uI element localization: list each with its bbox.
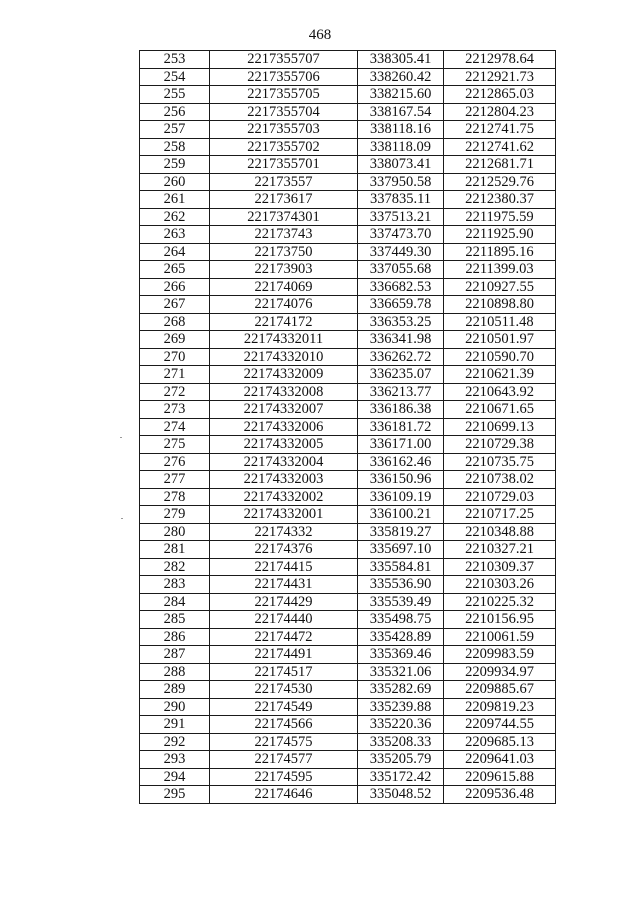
table-row	[140, 173, 556, 191]
row-number-cell: 289	[140, 681, 210, 699]
row-number-cell: 257	[140, 121, 210, 139]
point-id-cell: 22174646	[210, 786, 358, 804]
table-row	[140, 453, 556, 471]
table-row	[140, 226, 556, 244]
table-row	[140, 436, 556, 454]
scan-mark	[120, 437, 122, 438]
y-coordinate-cell: 2210699.13	[444, 418, 556, 436]
row-number-cell: 281	[140, 541, 210, 559]
y-coordinate-cell: 2210927.55	[444, 278, 556, 296]
table-row	[140, 541, 556, 559]
table-row	[140, 418, 556, 436]
y-coordinate-cell: 2210309.37	[444, 558, 556, 576]
row-number-cell: 293	[140, 751, 210, 769]
point-id-cell: 2217355704	[210, 103, 358, 121]
y-coordinate-cell: 2211399.03	[444, 261, 556, 279]
y-coordinate-cell: 2211925.90	[444, 226, 556, 244]
x-coordinate-cell: 337055.68	[358, 261, 444, 279]
row-number-cell: 256	[140, 103, 210, 121]
point-id-cell: 22174332003	[210, 471, 358, 489]
table-row	[140, 68, 556, 86]
point-id-cell: 22174431	[210, 576, 358, 594]
y-coordinate-cell: 2211895.16	[444, 243, 556, 261]
x-coordinate-cell: 336171.00	[358, 436, 444, 454]
table-row	[140, 593, 556, 611]
y-coordinate-cell: 2209934.97	[444, 663, 556, 681]
x-coordinate-cell: 335536.90	[358, 576, 444, 594]
table-row	[140, 506, 556, 524]
point-id-cell: 22174440	[210, 611, 358, 629]
x-coordinate-cell: 338118.09	[358, 138, 444, 156]
table-row	[140, 786, 556, 804]
row-number-cell: 253	[140, 51, 210, 69]
x-coordinate-cell: 336186.38	[358, 401, 444, 419]
x-coordinate-cell: 337513.21	[358, 208, 444, 226]
x-coordinate-cell: 337835.11	[358, 191, 444, 209]
x-coordinate-cell: 335584.81	[358, 558, 444, 576]
y-coordinate-cell: 2212529.76	[444, 173, 556, 191]
point-id-cell: 22174491	[210, 646, 358, 664]
table-row	[140, 86, 556, 104]
point-id-cell: 22174332007	[210, 401, 358, 419]
row-number-cell: 277	[140, 471, 210, 489]
table-row	[140, 558, 556, 576]
table-row	[140, 313, 556, 331]
x-coordinate-cell: 335369.46	[358, 646, 444, 664]
x-coordinate-cell: 336235.07	[358, 366, 444, 384]
point-id-cell: 22173750	[210, 243, 358, 261]
y-coordinate-cell: 2212921.73	[444, 68, 556, 86]
x-coordinate-cell: 338167.54	[358, 103, 444, 121]
row-number-cell: 291	[140, 716, 210, 734]
row-number-cell: 261	[140, 191, 210, 209]
row-number-cell: 295	[140, 786, 210, 804]
row-number-cell: 273	[140, 401, 210, 419]
point-id-cell: 22174332010	[210, 348, 358, 366]
row-number-cell: 292	[140, 733, 210, 751]
table-row	[140, 121, 556, 139]
point-id-cell: 2217355706	[210, 68, 358, 86]
row-number-cell: 294	[140, 768, 210, 786]
table-row	[140, 646, 556, 664]
y-coordinate-cell: 2212804.23	[444, 103, 556, 121]
table-row	[140, 331, 556, 349]
x-coordinate-cell: 336213.77	[358, 383, 444, 401]
y-coordinate-cell: 2209685.13	[444, 733, 556, 751]
x-coordinate-cell: 338215.60	[358, 86, 444, 104]
y-coordinate-cell: 2212681.71	[444, 156, 556, 174]
point-id-cell: 22174332008	[210, 383, 358, 401]
point-id-cell: 22174530	[210, 681, 358, 699]
point-id-cell: 22173557	[210, 173, 358, 191]
page-number: 468	[308, 27, 332, 43]
point-id-cell: 22173903	[210, 261, 358, 279]
x-coordinate-cell: 335205.79	[358, 751, 444, 769]
table-row	[140, 488, 556, 506]
y-coordinate-cell: 2212380.37	[444, 191, 556, 209]
table-row	[140, 51, 556, 69]
y-coordinate-cell: 2210303.26	[444, 576, 556, 594]
y-coordinate-cell: 2210348.88	[444, 523, 556, 541]
x-coordinate-cell: 336353.25	[358, 313, 444, 331]
table-row	[140, 576, 556, 594]
point-id-cell: 22174172	[210, 313, 358, 331]
table-row	[140, 383, 556, 401]
table-row	[140, 716, 556, 734]
point-id-cell: 22174429	[210, 593, 358, 611]
table-row	[140, 471, 556, 489]
coordinates-table	[139, 50, 556, 804]
y-coordinate-cell: 2209885.67	[444, 681, 556, 699]
y-coordinate-cell: 2212741.75	[444, 121, 556, 139]
row-number-cell: 258	[140, 138, 210, 156]
row-number-cell: 285	[140, 611, 210, 629]
row-number-cell: 262	[140, 208, 210, 226]
point-id-cell: 22174332001	[210, 506, 358, 524]
coordinates-table-body	[140, 51, 556, 804]
point-id-cell: 2217374301	[210, 208, 358, 226]
x-coordinate-cell: 336162.46	[358, 453, 444, 471]
row-number-cell: 278	[140, 488, 210, 506]
y-coordinate-cell: 2210898.80	[444, 296, 556, 314]
row-number-cell: 260	[140, 173, 210, 191]
y-coordinate-cell: 2210501.97	[444, 331, 556, 349]
row-number-cell: 284	[140, 593, 210, 611]
x-coordinate-cell: 338118.16	[358, 121, 444, 139]
x-coordinate-cell: 336659.78	[358, 296, 444, 314]
row-number-cell: 276	[140, 453, 210, 471]
x-coordinate-cell: 335539.49	[358, 593, 444, 611]
point-id-cell: 22174332002	[210, 488, 358, 506]
point-id-cell: 22173617	[210, 191, 358, 209]
x-coordinate-cell: 338260.42	[358, 68, 444, 86]
y-coordinate-cell: 2210735.75	[444, 453, 556, 471]
table-row	[140, 138, 556, 156]
table-row	[140, 348, 556, 366]
point-id-cell: 2217355702	[210, 138, 358, 156]
x-coordinate-cell: 336682.53	[358, 278, 444, 296]
row-number-cell: 254	[140, 68, 210, 86]
x-coordinate-cell: 336109.19	[358, 488, 444, 506]
row-number-cell: 280	[140, 523, 210, 541]
x-coordinate-cell: 335048.52	[358, 786, 444, 804]
row-number-cell: 272	[140, 383, 210, 401]
table-row	[140, 366, 556, 384]
point-id-cell: 22174415	[210, 558, 358, 576]
y-coordinate-cell: 2209615.88	[444, 768, 556, 786]
y-coordinate-cell: 2210729.38	[444, 436, 556, 454]
x-coordinate-cell: 335220.36	[358, 716, 444, 734]
row-number-cell: 269	[140, 331, 210, 349]
table-row	[140, 681, 556, 699]
y-coordinate-cell: 2209744.55	[444, 716, 556, 734]
y-coordinate-cell: 2210671.65	[444, 401, 556, 419]
point-id-cell: 22174376	[210, 541, 358, 559]
x-coordinate-cell: 338305.41	[358, 51, 444, 69]
point-id-cell: 22174549	[210, 698, 358, 716]
table-row	[140, 208, 556, 226]
x-coordinate-cell: 335239.88	[358, 698, 444, 716]
table-row	[140, 261, 556, 279]
row-number-cell: 268	[140, 313, 210, 331]
y-coordinate-cell: 2209819.23	[444, 698, 556, 716]
point-id-cell: 22174332009	[210, 366, 358, 384]
y-coordinate-cell: 2210327.21	[444, 541, 556, 559]
x-coordinate-cell: 335321.06	[358, 663, 444, 681]
point-id-cell: 2217355703	[210, 121, 358, 139]
y-coordinate-cell: 2210621.39	[444, 366, 556, 384]
y-coordinate-cell: 2210061.59	[444, 628, 556, 646]
table-row	[140, 733, 556, 751]
y-coordinate-cell: 2212741.62	[444, 138, 556, 156]
x-coordinate-cell: 336262.72	[358, 348, 444, 366]
row-number-cell: 270	[140, 348, 210, 366]
point-id-cell: 2217355705	[210, 86, 358, 104]
point-id-cell: 22174575	[210, 733, 358, 751]
table-row	[140, 401, 556, 419]
y-coordinate-cell: 2209536.48	[444, 786, 556, 804]
x-coordinate-cell: 336150.96	[358, 471, 444, 489]
x-coordinate-cell: 335282.69	[358, 681, 444, 699]
row-number-cell: 286	[140, 628, 210, 646]
row-number-cell: 259	[140, 156, 210, 174]
row-number-cell: 265	[140, 261, 210, 279]
table-row	[140, 103, 556, 121]
row-number-cell: 263	[140, 226, 210, 244]
row-number-cell: 290	[140, 698, 210, 716]
x-coordinate-cell: 335498.75	[358, 611, 444, 629]
point-id-cell: 22174472	[210, 628, 358, 646]
row-number-cell: 274	[140, 418, 210, 436]
table-row	[140, 243, 556, 261]
table-row	[140, 278, 556, 296]
point-id-cell: 22174332006	[210, 418, 358, 436]
point-id-cell: 22174577	[210, 751, 358, 769]
x-coordinate-cell: 335819.27	[358, 523, 444, 541]
row-number-cell: 282	[140, 558, 210, 576]
table-row	[140, 768, 556, 786]
table-row	[140, 628, 556, 646]
row-number-cell: 279	[140, 506, 210, 524]
x-coordinate-cell: 337449.30	[358, 243, 444, 261]
x-coordinate-cell: 336100.21	[358, 506, 444, 524]
y-coordinate-cell: 2210156.95	[444, 611, 556, 629]
row-number-cell: 283	[140, 576, 210, 594]
x-coordinate-cell: 335428.89	[358, 628, 444, 646]
y-coordinate-cell: 2211975.59	[444, 208, 556, 226]
y-coordinate-cell: 2210643.92	[444, 383, 556, 401]
point-id-cell: 2217355701	[210, 156, 358, 174]
y-coordinate-cell: 2210225.32	[444, 593, 556, 611]
y-coordinate-cell: 2210738.02	[444, 471, 556, 489]
point-id-cell: 2217355707	[210, 51, 358, 69]
y-coordinate-cell: 2212978.64	[444, 51, 556, 69]
table-row	[140, 191, 556, 209]
y-coordinate-cell: 2210590.70	[444, 348, 556, 366]
row-number-cell: 267	[140, 296, 210, 314]
x-coordinate-cell: 335172.42	[358, 768, 444, 786]
y-coordinate-cell: 2210511.48	[444, 313, 556, 331]
scan-mark	[121, 518, 123, 519]
point-id-cell: 22174076	[210, 296, 358, 314]
point-id-cell: 22174332011	[210, 331, 358, 349]
point-id-cell: 22174332005	[210, 436, 358, 454]
row-number-cell: 266	[140, 278, 210, 296]
y-coordinate-cell: 2210729.03	[444, 488, 556, 506]
table-row	[140, 663, 556, 681]
table-row	[140, 296, 556, 314]
table-row	[140, 751, 556, 769]
point-id-cell: 22174332004	[210, 453, 358, 471]
x-coordinate-cell: 337950.58	[358, 173, 444, 191]
x-coordinate-cell: 335208.33	[358, 733, 444, 751]
point-id-cell: 22174595	[210, 768, 358, 786]
row-number-cell: 255	[140, 86, 210, 104]
row-number-cell: 287	[140, 646, 210, 664]
table-row	[140, 698, 556, 716]
x-coordinate-cell: 338073.41	[358, 156, 444, 174]
y-coordinate-cell: 2210717.25	[444, 506, 556, 524]
x-coordinate-cell: 336181.72	[358, 418, 444, 436]
row-number-cell: 271	[140, 366, 210, 384]
point-id-cell: 22173743	[210, 226, 358, 244]
point-id-cell: 22174332	[210, 523, 358, 541]
row-number-cell: 275	[140, 436, 210, 454]
row-number-cell: 288	[140, 663, 210, 681]
y-coordinate-cell: 2209983.59	[444, 646, 556, 664]
row-number-cell: 264	[140, 243, 210, 261]
table-row	[140, 156, 556, 174]
y-coordinate-cell: 2209641.03	[444, 751, 556, 769]
table-row	[140, 523, 556, 541]
y-coordinate-cell: 2212865.03	[444, 86, 556, 104]
x-coordinate-cell: 337473.70	[358, 226, 444, 244]
x-coordinate-cell: 336341.98	[358, 331, 444, 349]
x-coordinate-cell: 335697.10	[358, 541, 444, 559]
point-id-cell: 22174069	[210, 278, 358, 296]
point-id-cell: 22174566	[210, 716, 358, 734]
table-row	[140, 611, 556, 629]
point-id-cell: 22174517	[210, 663, 358, 681]
